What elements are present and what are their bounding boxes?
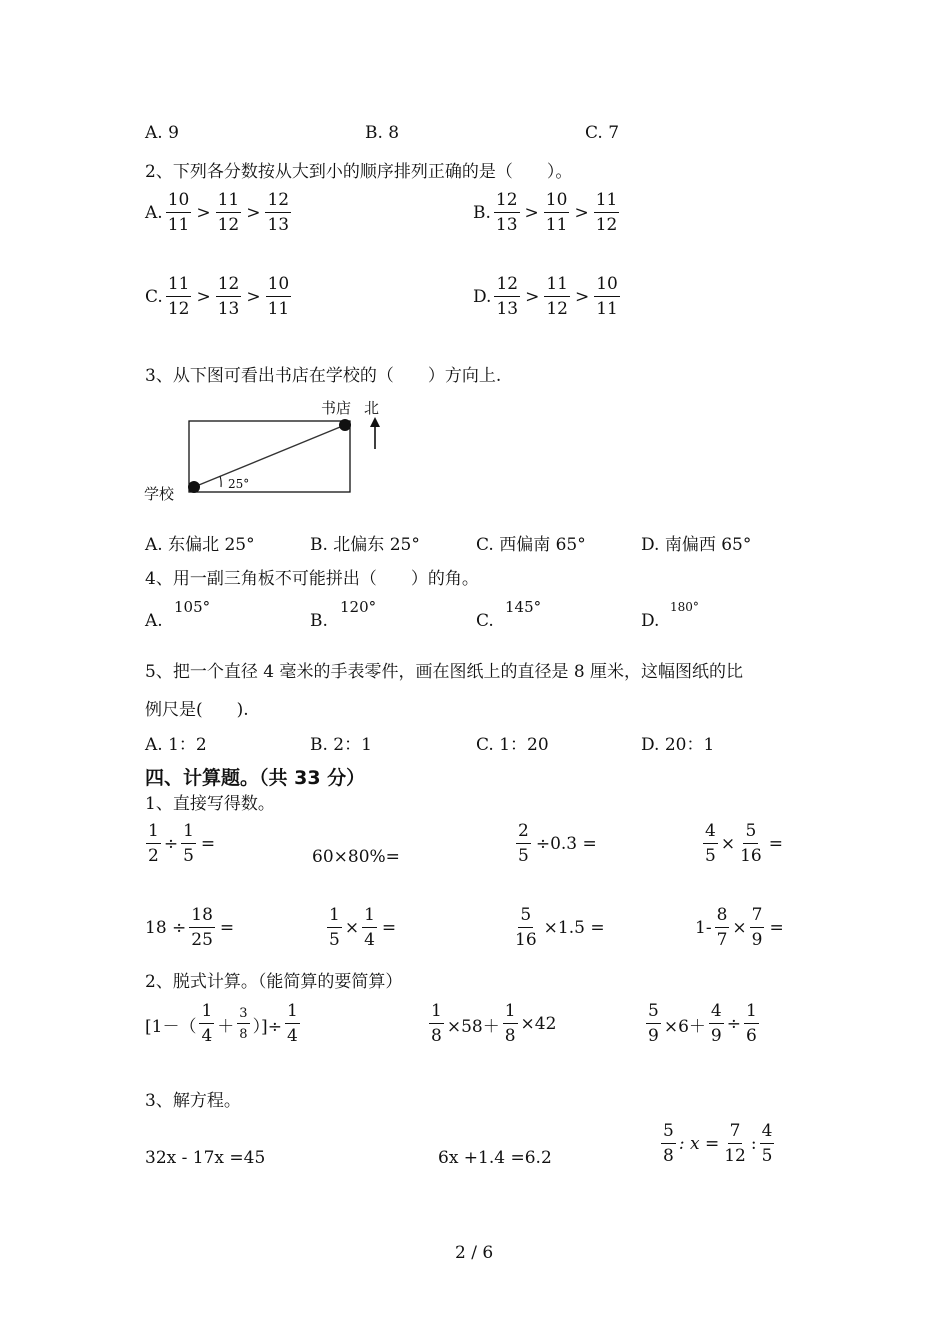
fraction: $\frac{10}{11}$ [545, 190, 568, 235]
subsection-2-title: 2、脱式计算。（能简算的要简算） [145, 972, 403, 992]
option-label: A. [145, 203, 163, 223]
calc-r2-e4: 1- $\frac{8}{7}$ × $\frac{7}{9}$ = [695, 905, 784, 950]
route-line [194, 425, 345, 487]
q2-option-c: C. $\frac{11}{12}$ > $\frac{12}{13}$ > $\frac{10}{11}$ [145, 274, 290, 319]
equation-1: 32x - 17x =45 [145, 1148, 266, 1168]
fraction: $\frac{12}{13}$ [495, 190, 518, 235]
q2-option-b: B. $\frac{12}{13}$ > $\frac{10}{11}$ > $\frac{11}{12}$ [473, 190, 618, 235]
page-number: 2 / 6 [455, 1243, 494, 1263]
fraction: $\frac{10}{11}$ [596, 274, 618, 319]
calc-r1-e2: 60×80%= [312, 847, 400, 867]
fraction: $\frac{10}{11}$ [167, 190, 190, 235]
option-label: C. [145, 287, 163, 307]
q4-option-c-value: 145° [505, 598, 542, 616]
calc-step-3: $\frac{5}{9}$ ×6＋ $\frac{4}{9}$ ÷ $\frac{1}{6}$ [648, 1001, 757, 1046]
option-label: B. [473, 203, 491, 223]
subsection-3-title: 3、解方程。 [145, 1091, 241, 1111]
q4-option-c-label: C. [476, 611, 494, 631]
q5-option-c: C. 1：20 [476, 735, 549, 755]
q4-option-b-value: 120° [340, 598, 377, 616]
fraction: $\frac{12}{13}$ [267, 190, 290, 235]
fraction: $\frac{11}{12}$ [217, 190, 240, 235]
q4-option-a-value: 105° [174, 598, 211, 616]
north-label: 北 [364, 399, 380, 417]
q2-question: 2、下列各分数按从大到小的顺序排列正确的是（ ）。 [145, 162, 573, 182]
calc-r2-e2: $\frac{1}{5}$ × $\frac{1}{4}$ = [329, 905, 397, 950]
q1-option-c: C. 7 [585, 123, 620, 143]
q5-question-line2: 例尺是( ). [145, 700, 249, 720]
fraction: $\frac{11}{12}$ [595, 190, 618, 235]
calc-r2-e3: $\frac{5}{16}$ ×1.5 = [515, 905, 605, 950]
q3-option-d: D. 南偏西 65° [641, 535, 752, 555]
fraction: $\frac{12}{13}$ [496, 274, 519, 319]
calc-step-2: $\frac{1}{8}$ ×58＋ $\frac{1}{8}$ ×42 [431, 1001, 557, 1046]
north-arrow-head [370, 417, 380, 427]
school-dot [188, 481, 200, 493]
direction-diagram [140, 395, 400, 510]
bookstore-dot [339, 419, 351, 431]
q5-option-b: B. 2：1 [310, 735, 372, 755]
q2-option-d: D. $\frac{12}{13}$ > $\frac{11}{12}$ > $\frac{10}{11}$ [473, 274, 618, 319]
q3-option-b: B. 北偏东 25° [310, 535, 420, 555]
q4-option-d-value: 180° [670, 600, 699, 614]
q3-option-c: C. 西偏南 65° [476, 535, 586, 555]
option-label: D. [473, 287, 492, 307]
q5-question-line1: 5、把一个直径 4 毫米的手表零件，画在图纸上的直径是 8 厘米，这幅图纸的比 [145, 662, 744, 682]
fraction: $\frac{11}{12}$ [167, 274, 190, 319]
q4-option-a-label: A. [145, 611, 163, 631]
q4-option-b-label: B. [310, 611, 328, 631]
q5-option-d: D. 20：1 [641, 735, 715, 755]
q1-option-a: A. 9 [145, 123, 179, 143]
fraction: $\frac{10}{11}$ [267, 274, 290, 319]
school-label: 学校 [144, 485, 175, 503]
subsection-1-title: 1、直接写得数。 [145, 794, 275, 814]
equation-3: $\frac{5}{8}$ : x = $\frac{7}{12}$ : $\frac{4}{5}$ [663, 1121, 773, 1166]
angle-arc [220, 476, 221, 487]
fraction: $\frac{12}{13}$ [217, 274, 240, 319]
calc-step-1: [1－（ $\frac{1}{4}$ ＋ $\frac{3}{8}$ ）]÷ $\frac{1}{4}$ [145, 1001, 298, 1046]
calc-r1-e1: $\frac{1}{2}$ ÷ $\frac{1}{5}$ = [148, 821, 216, 866]
equation-2: 6x +1.4 =6.2 [438, 1148, 552, 1168]
calc-r1-e3: $\frac{2}{5}$ ÷0.3 = [518, 821, 597, 866]
calc-r2-e1: 18 ÷ $\frac{18}{25}$ = [145, 905, 235, 950]
q4-question: 4、用一副三角板不可能拼出（ ）的角。 [145, 569, 479, 589]
q3-option-a: A. 东偏北 25° [145, 535, 255, 555]
calc-r1-e4: $\frac{4}{5}$ × $\frac{5}{16}$ = [705, 821, 783, 866]
q2-option-a: A. $\frac{10}{11}$ > $\frac{11}{12}$ > $\frac{12}{13}$ [145, 190, 290, 235]
q3-question: 3、从下图可看出书店在学校的（ ）方向上. [145, 366, 502, 386]
q4-option-d-label: D. [641, 611, 660, 631]
section-heading: 四、计算题。（共 33 分） [145, 767, 366, 789]
angle-label: 25° [228, 477, 250, 491]
fraction: $\frac{11}{12}$ [546, 274, 568, 319]
bookstore-label: 书店 [321, 399, 352, 417]
q5-option-a: A. 1：2 [145, 735, 207, 755]
q1-option-b: B. 8 [365, 123, 400, 143]
